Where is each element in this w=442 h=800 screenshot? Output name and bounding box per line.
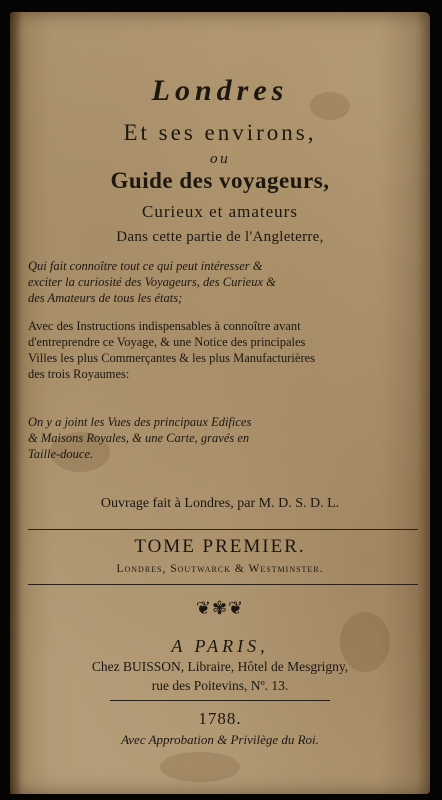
imprint-publisher: Chez BUISSON, Libraire, Hôtel de Mesgrigny,	[91, 659, 349, 674]
royal-privilege: Avec Approbation & Privilège du Roi.	[121, 732, 319, 747]
book-title-page	[10, 12, 430, 794]
subtitle-environs: Et ses environs,	[123, 120, 317, 145]
paragraph-line: Villes les plus Commerçantes & les plus Manufacturières	[28, 351, 316, 365]
divider-rule	[28, 529, 418, 530]
partie-heading: Dans cette partie de l'Angleterre,	[116, 229, 324, 245]
paragraph-line: Qui fait connoître tout ce qui peut intéresser &	[28, 259, 263, 273]
description-paragraph-2	[28, 318, 418, 382]
conjunction-ou: ou	[209, 152, 231, 167]
paragraph-line: des trois Royaumes:	[28, 367, 130, 381]
paragraph-line: & Maisons Royales, & une Carte, gravés en	[28, 431, 250, 445]
description-paragraph-1	[28, 258, 418, 306]
fleuron-ornament-icon: ❦✾❦	[195, 598, 245, 619]
curieux-heading: Curieux et amateurs	[142, 202, 298, 221]
imprint-place: A PARIS,	[171, 636, 269, 656]
paragraph-line: Avec des Instructions indispensables à connoître avant	[28, 319, 301, 333]
paragraph-line: Taille-douce.	[28, 447, 94, 461]
paragraph-line: des Amateurs de tous les états;	[28, 291, 183, 305]
volume-heading: TOME PREMIER.	[134, 536, 306, 557]
divider-rule	[28, 584, 418, 585]
imprint-address: rue des Poitevins, Nº. 13.	[151, 678, 289, 693]
volume-subtitle: Londres, Soutwarck & Westminster.	[116, 563, 324, 575]
imprint-year: 1788.	[198, 709, 242, 728]
author-line: Ouvrage fait à Londres, par M. D. S. D. L.	[100, 496, 340, 511]
paragraph-line: d'entreprendre ce Voyage, & une Notice des principales	[28, 335, 306, 349]
divider-rule	[110, 700, 330, 701]
paragraph-line: On y a joint les Vues des principaux Edifices	[28, 415, 252, 429]
paragraph-line: exciter la curiosité des Voyageurs, des Curieux &	[28, 275, 276, 289]
description-paragraph-3	[28, 414, 418, 462]
book-title: Londres	[151, 74, 289, 107]
guide-heading: Guide des voyageurs,	[110, 168, 330, 193]
